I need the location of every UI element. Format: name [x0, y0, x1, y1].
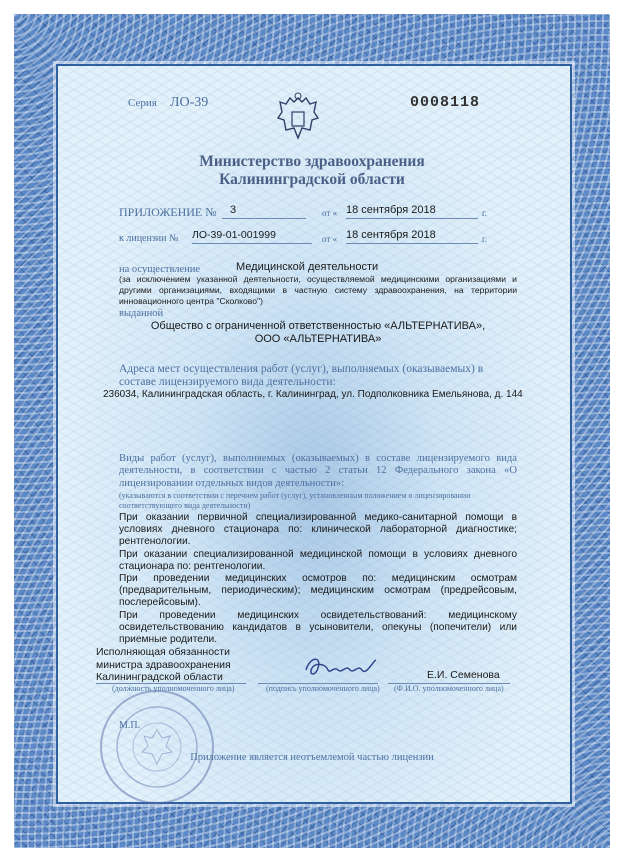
license-number: ЛО-39-01-001999	[192, 229, 312, 244]
name-caption: (Ф.И.О. уполномоченного лица)	[394, 684, 504, 693]
signature-caption: (подпись уполномоченного лица)	[266, 684, 380, 693]
appendix-from-label: от «	[322, 208, 338, 218]
form-number: 0008118	[410, 94, 481, 111]
license-date: 18 сентября 2018	[346, 229, 478, 244]
license-year-suffix: г.	[482, 234, 487, 244]
position-line-1: Исполняющая обязанности	[96, 646, 230, 658]
license-label: к лицензии №	[119, 233, 179, 244]
official-seal-icon	[100, 690, 214, 804]
title-line-1: Министерство здравоохранения	[199, 153, 425, 170]
activity-note: (за исключением указанной деятельности, осуществляемой медицинскими организациями и другими организациями, входящими в частную систему здравоохранения, на территории инновационного центра "Сколково")	[119, 274, 517, 306]
works-label: Виды работ (услуг), выполняемых (оказываемых) в составе лицензируемого вида деятельности, в соответствии с частью 2 статьи 12 Федерального закона «О лицензировании отдельных видов деятельности»:	[119, 453, 517, 489]
appendix-year-suffix: г.	[482, 208, 487, 218]
series-value: ЛО-39	[170, 95, 209, 110]
activity-label: на осуществление	[119, 264, 201, 275]
appendix-label: ПРИЛОЖЕНИЕ №	[119, 205, 217, 219]
issued-to	[119, 320, 517, 346]
appendix-date: 18 сентября 2018	[346, 204, 478, 219]
license-from-label: от «	[322, 234, 338, 244]
works-list	[119, 512, 517, 646]
issued-line-1: Общество с ограниченной ответственностью «АЛЬТЕРНАТИВА»,	[150, 320, 486, 332]
signatory-position	[96, 646, 231, 684]
series-label: Серия	[128, 97, 157, 109]
addresses-value: 236034, Калининградская область, г. Калининград, ул. Подполковника Емельянова, д. 144	[103, 389, 523, 400]
signatory-name: Е.И. Семенова	[427, 669, 500, 681]
title-line-2: Калининградской области	[219, 171, 405, 188]
appendix-number-value: 3	[230, 204, 237, 216]
activity-value: Медицинской деятельности	[236, 261, 379, 273]
works-item-2: При оказании специализированной медицинской помощи в условиях дневного стационара по: рентгенологии.	[119, 548, 517, 572]
works-item-3: При проведении медицинских осмотров по: медицинским осмотрам (предварительным, периодическим); медицинским осмотрам (предрейсовым, послерейсовым).	[119, 573, 517, 609]
position-line-2: министра здравоохранения	[96, 658, 231, 671]
position-caption: (должность уполномоченного лица)	[112, 684, 235, 693]
appendix-number	[222, 204, 306, 219]
footer-note: Приложение является неотъемлемой частью лицензии	[190, 752, 434, 763]
handwritten-signature	[300, 650, 380, 687]
works-item-4: При проведении медицинских освидетельствований: медицинскому освидетельствованию кандидатов в усыновители, опекуны (попечители) или приемные родители.	[119, 609, 517, 646]
coat-of-arms-icon	[276, 92, 320, 144]
stamp-label: М.П.	[119, 720, 141, 731]
page-title	[0, 153, 624, 189]
addresses-label: Адреса мест осуществления работ (услуг), выполняемых (оказываемых) в составе лицензируемого вида деятельности:	[119, 363, 484, 388]
works-item-1: При оказании первичной специализированной медико-санитарной помощи в условиях дневного стационара по: клинической лабораторной диагностике; рентгенологии.	[119, 512, 517, 548]
issued-label: выданной	[119, 308, 164, 319]
works-note: (указываются в соответствии с перечнем работ (услуг), установленным положением о лицензировании соответствующего вида деятельности)	[119, 491, 471, 510]
issued-line-2: ООО «АЛЬТЕРНАТИВА»	[254, 333, 382, 345]
position-line-3: Калининградской области	[96, 671, 223, 683]
